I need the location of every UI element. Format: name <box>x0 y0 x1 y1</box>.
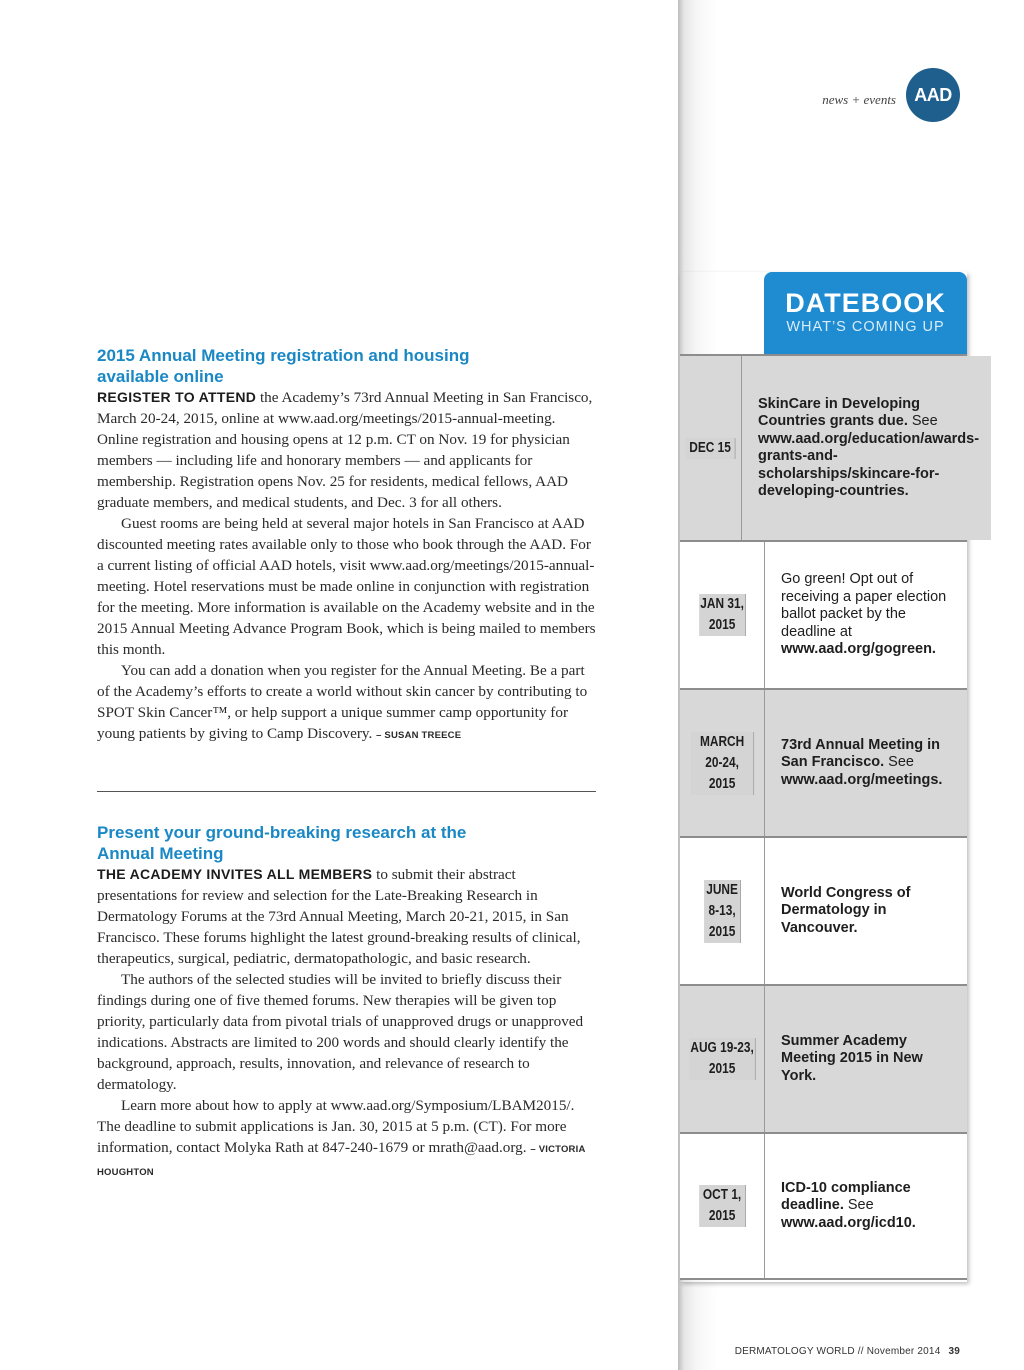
event-description: SkinCare in Developing Countries grants due. See www.aad.org/education/awards-grants-and-scholarships/skincare-for-developing-countries. <box>742 356 991 540</box>
article-registration <box>97 345 597 746</box>
article-paragraph: Learn more about how to apply at www.aad.org/Symposium/LBAM2015/. The deadline to submit applications is Jan. 30, 2015 at 5 p.m. (CT). For more information, contact Molyka Rath at 847-240-1679 or mrath@aad.org. – VICTORIA HOUGHTON <box>97 1097 586 1178</box>
event-date: DEC 15 <box>685 438 735 459</box>
event-date: OCT 1, 2015 <box>699 1185 746 1227</box>
datebook <box>680 272 980 1282</box>
datebook-event <box>680 984 967 1132</box>
datebook-event <box>680 1132 967 1280</box>
article-paragraph: You can add a donation when you register for the Annual Meeting. Be a part of the Academy’s efforts to create a world without skin cancer by contributing to SPOT Skin Cancer™, or help support a unique summer camp opportunity for young patients by giving to Camp Discovery. – SUSAN TREECE <box>97 662 588 742</box>
page-footer <box>735 1346 960 1357</box>
article-title: 2015 Annual Meeting registration and housing available online <box>97 346 470 386</box>
datebook-subtitle: WHAT’S COMING UP <box>786 319 945 335</box>
event-date: AUG 19-23, 2015 <box>689 1038 755 1080</box>
page-number: 39 <box>948 1346 960 1357</box>
event-description: Go green! Opt out of receiving a paper election ballot packet by the deadline at www.aad.org/gogreen. <box>765 542 967 688</box>
article-paragraph: Guest rooms are being held at several major hotels in San Francisco at AAD discounted meeting rates available only to those who book through the AAD. For a current listing of official AAD hotels, visit www.aad.org/meetings/2015-annual-meeting. Hotel reservations must be made online in conjunction with registration for the meeting. More information is available on the Academy website and in the 2015 Annual Meeting Advance Program Book, which is being mailed to members this month. <box>97 515 596 658</box>
event-description: Summer Academy Meeting 2015 in New York. <box>765 986 967 1132</box>
publication-name: DERMATOLOGY WORLD <box>734 1346 855 1357</box>
datebook-event <box>680 540 967 688</box>
section-label: news + events <box>822 92 896 107</box>
article-title: Present your ground-breaking research at the Annual Meeting <box>97 823 467 863</box>
datebook-header <box>764 272 967 354</box>
article-research <box>97 822 597 1183</box>
byline: – VICTORIA HOUGHTON <box>97 1144 586 1178</box>
datebook-event <box>680 688 967 836</box>
event-description: ICD-10 compliance deadline. See www.aad.org/icd10. <box>765 1134 967 1278</box>
byline: – SUSAN TREECE <box>376 730 462 741</box>
article-paragraph: THE ACADEMY INVITES ALL MEMBERS to submit their abstract presentations for review and selection for the Late-Breaking Research in Dermatology Forums at the 73rd Annual Meeting, March 20-21, 2015, in San Francisco. These forums highlight the latest ground-breaking results of clinical, therapeutics, surgical, pediatric, dermatopathologic, and basic research. <box>97 866 581 967</box>
event-description: World Congress of Dermatology in Vancouver. <box>765 838 967 984</box>
divider <box>97 791 596 792</box>
datebook-event <box>680 836 967 984</box>
article-lead: REGISTER TO ATTEND <box>97 389 257 405</box>
event-date: JUNE 8-13, 2015 <box>704 880 741 943</box>
datebook-events <box>680 354 980 1280</box>
issue-date: November 2014 <box>866 1346 941 1357</box>
article-paragraph: The authors of the selected studies will be invited to briefly discuss their findings during one of five themed forums. New therapies will be given top priority, particularly data from pivotal trials of unapproved drugs or unapproved indications. Abstracts are limited to 200 words and should clearly identify the background, approach, results, innovation, and relevance of research to dermatology. <box>97 971 584 1093</box>
footer-separator: // <box>854 1346 867 1357</box>
datebook-title: DATEBOOK <box>785 288 946 318</box>
article-lead: THE ACADEMY INVITES ALL MEMBERS <box>97 866 373 882</box>
event-description: 73rd Annual Meeting in San Francisco. See www.aad.org/meetings. <box>765 690 967 836</box>
datebook-event <box>680 354 980 540</box>
event-date: JAN 31, 2015 <box>699 594 746 636</box>
aad-logo: AAD <box>906 68 960 122</box>
article-paragraph: REGISTER TO ATTEND the Academy’s 73rd Annual Meeting in San Francisco, March 20-24, 2015, online at www.aad.org/meetings/2015-annual-meeting. Online registration and housing opens at 12 p.m. CT on Nov. 19 for physician members — including life and honorary members — and applicants for membership. Registration opens Nov. 25 for residents, medical fellows, AAD graduate members, and medical students, and Dec. 3 for all others. <box>97 389 593 511</box>
event-date: MARCH 20-24, 2015 <box>690 732 753 795</box>
